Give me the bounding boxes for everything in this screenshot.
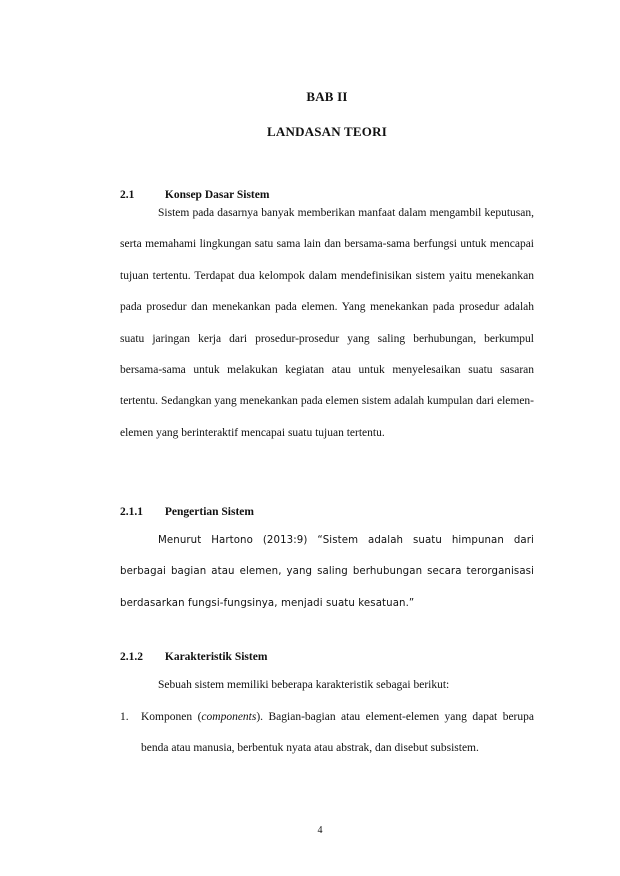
list-item-emphasis: components — [201, 711, 257, 723]
section-number: 2.1.1 — [120, 506, 143, 518]
section-paragraph-2-1-2: Sebuah sistem memiliki beberapa karakteristik sebagai berikut: — [158, 679, 450, 691]
section-title: Konsep Dasar Sistem — [164, 189, 270, 201]
chapter-title: LANDASAN TEORI — [267, 124, 387, 139]
section-number: 2.1.2 — [120, 651, 143, 663]
section-paragraph-2-1-1: Menurut Hartono (2013:9) “Sistem adalah suatu himpunan dari berbagai bagian atau elemen, yang saling berhubungan secara terorganisasi berdasarkan fungsi-fungsinya, menjadi suatu kesatuan.” — [120, 535, 534, 609]
list-marker: 1. — [120, 711, 129, 723]
list-item-text — [120, 702, 534, 763]
chapter-label: BAB II — [306, 89, 348, 104]
section-heading-2-1-2 — [120, 651, 534, 663]
section-heading-2-1-1 — [120, 506, 534, 518]
section-paragraph-2-1: Sistem pada dasarnya banyak memberikan manfaat dalam mengambil keputusan, serta memahami lingkungan satu sama lain dan bersama-sama berfungsi untuk mencapai tujuan tertentu. Terdapat dua kelompok dalam mendefinisikan sistem yaitu menekankan pada prosedur dan menekankan pada elemen. Yang menekankan pada prosedur adalah suatu jaringan kerja dari prosedur-prosedur yang saling berhubungan, berkumpul bersama-sama untuk melakukan kegiatan atau untuk menyelesaikan suatu sasaran tertentu. Sedangkan yang menekankan pada elemen sistem adalah kumpulan dari elemen-elemen yang berinteraktif mencapai suatu tujuan tertentu. — [120, 207, 534, 439]
page-number: 4 — [317, 825, 323, 836]
list-item-suffix: ). Bagian-bagian atau element-elemen yang dapat berupa benda atau manusia, berbentuk nyata atau abstrak, dan disebut subsistem. — [141, 711, 534, 754]
section-title: Karakteristik Sistem — [164, 651, 268, 663]
section-title: Pengertian Sistem — [164, 506, 254, 518]
list-item-prefix: Komponen ( — [141, 711, 202, 723]
section-number: 2.1 — [120, 189, 135, 201]
list-item — [120, 702, 534, 763]
